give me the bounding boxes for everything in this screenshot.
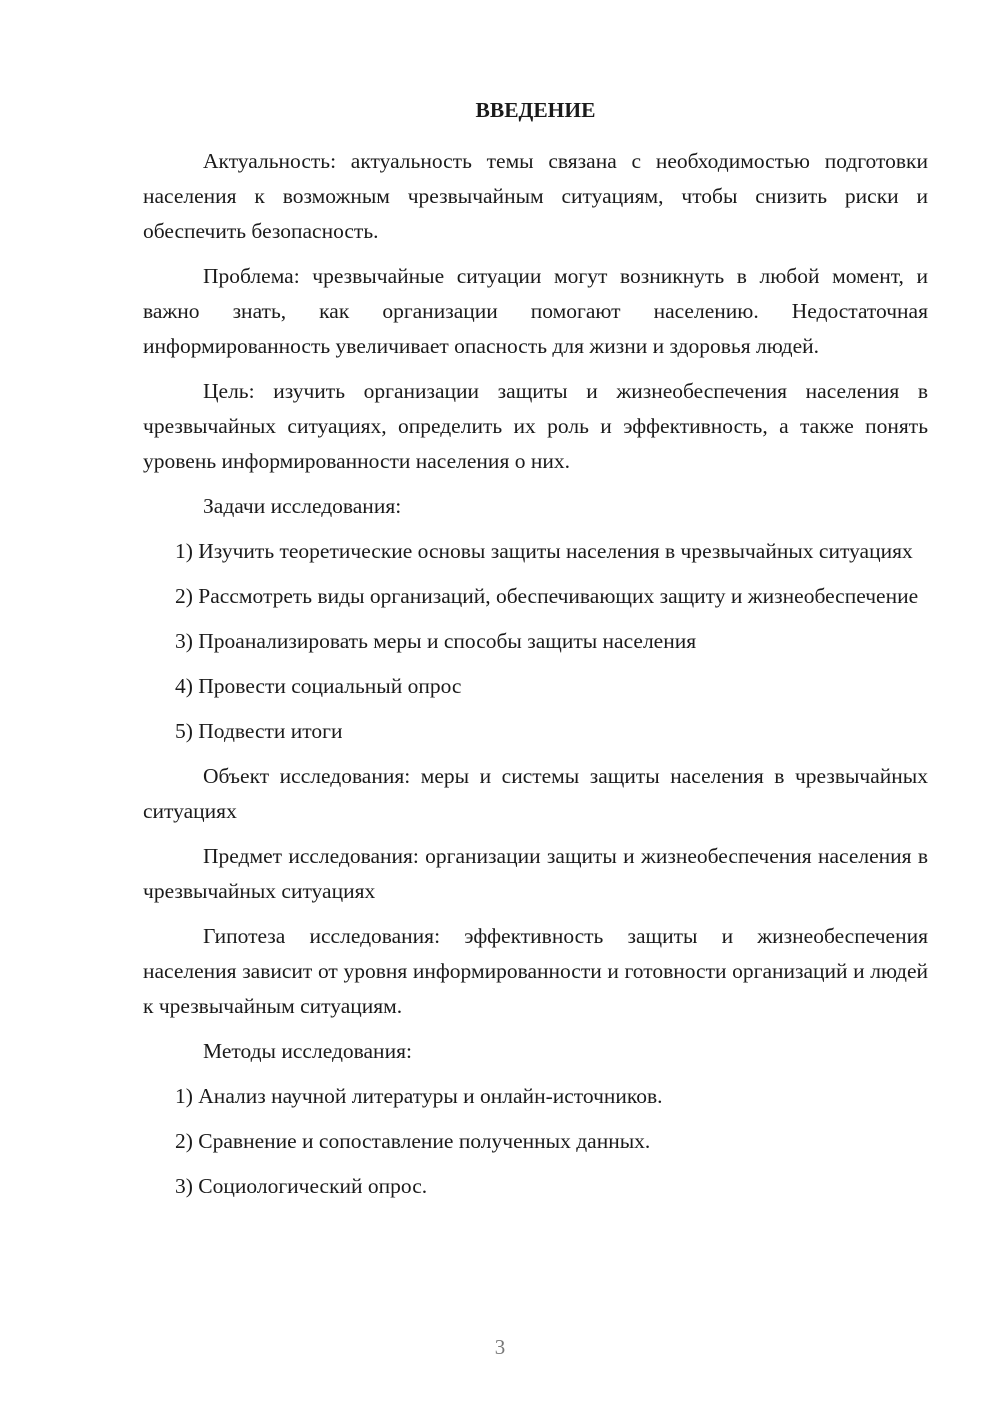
relevance-paragraph: Актуальность: актуальность темы связана с необходимостью подготовки населения к возможным чрезвычайным ситуациям, чтобы снизить риски и обеспечить безопасность. <box>143 149 928 243</box>
hypothesis-paragraph: Гипотеза исследования: эффективность защиты и жизнеобеспечения населения зависит от уровня информированности и готовности организаций и людей к чрезвычайным ситуациям. <box>143 924 928 1018</box>
method-item: 1) Анализ научной литературы и онлайн-источников. <box>175 1084 663 1108</box>
methods-heading: Методы исследования: <box>203 1039 412 1063</box>
section-title: ВВЕДЕНИЕ <box>475 98 596 122</box>
task-item: 2) Рассмотреть виды организаций, обеспечивающих защиту и жизнеобеспечение <box>175 584 919 608</box>
goal-paragraph: Цель: изучить организации защиты и жизнеобеспечения населения в чрезвычайных ситуациях, определить их роль и эффективность, а также понять уровень информированности населения о них. <box>143 379 928 473</box>
document-page <box>143 94 928 1214</box>
tasks-heading: Задачи исследования: <box>203 494 402 518</box>
problem-paragraph: Проблема: чрезвычайные ситуации могут возникнуть в любой момент, и важно знать, как организации помогают населению. Недостаточная информированность увеличивает опасность для жизни и здоровья людей. <box>143 264 928 358</box>
page-number: 3 <box>494 1335 506 1359</box>
task-item: 1) Изучить теоретические основы защиты населения в чрезвычайных ситуациях <box>175 539 913 563</box>
method-item: 3) Социологический опрос. <box>175 1174 428 1198</box>
subject-paragraph: Предмет исследования: организации защиты и жизнеобеспечения населения в чрезвычайных ситуациях <box>143 844 928 903</box>
object-paragraph: Объект исследования: меры и системы защиты населения в чрезвычайных ситуациях <box>143 764 928 823</box>
task-item: 5) Подвести итоги <box>175 719 343 743</box>
method-item: 2) Сравнение и сопоставление полученных данных. <box>175 1129 651 1153</box>
task-item: 4) Провести социальный опрос <box>175 674 462 698</box>
task-item: 3) Проанализировать меры и способы защиты населения <box>175 629 697 653</box>
